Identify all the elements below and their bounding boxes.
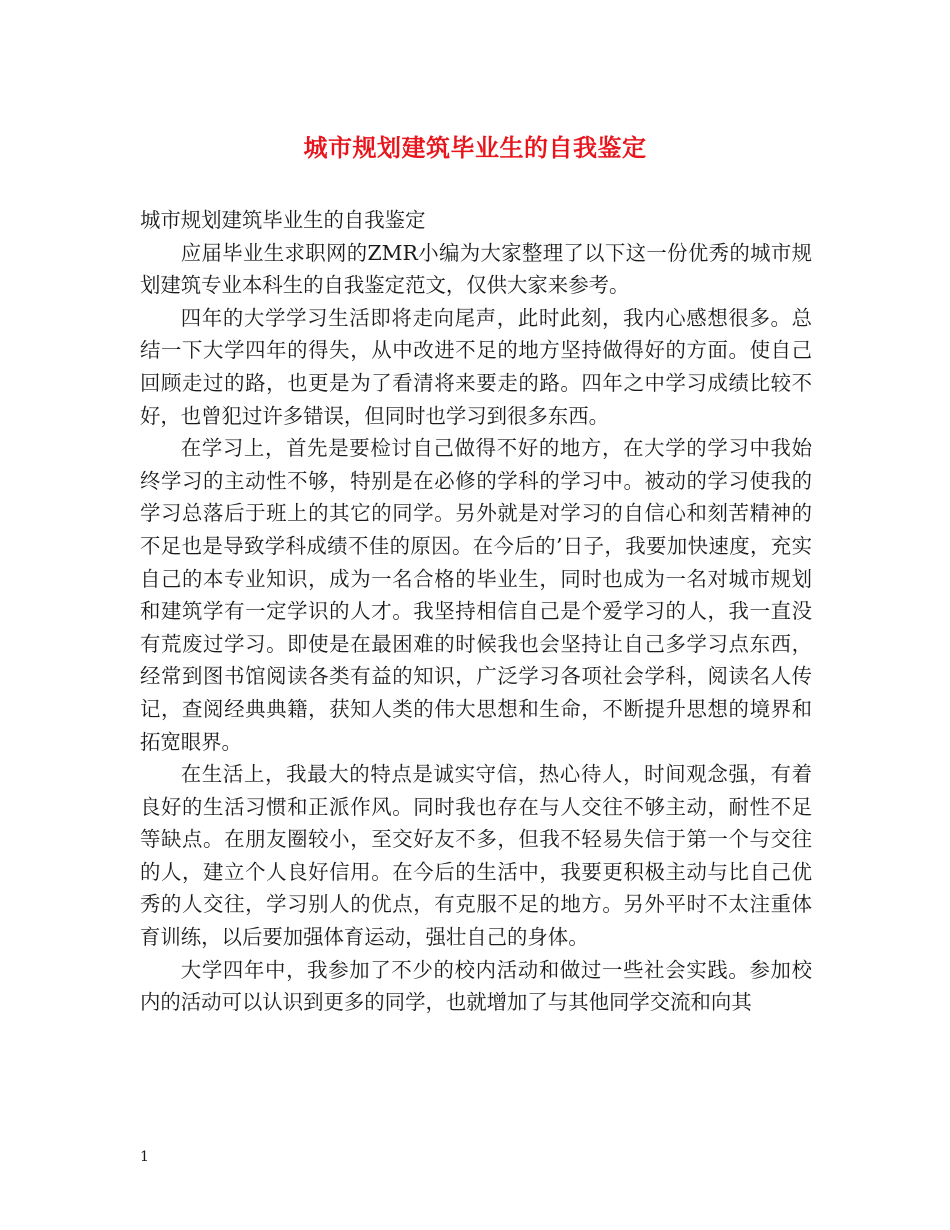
document-title: 城市规划建筑毕业生的自我鉴定 <box>303 133 647 162</box>
paragraph-study: 在学习上，首先是要检讨自己做得不好的地方，在大学的学习中我始终学习的主动性不够，特别是在必修的学科的学习中。被动的学习使我的学习总落后于班上的其它的同学。另外就是对学习的自信心和刻苦精神的不足也是导致学科成绩不佳的原因。在今后的’日子，我要加快速度，充实自己的本专业知识，成为一名合格的毕业生，同时也成为一名对城市规划和建筑学有一定学识的人才。我坚持相信自己是个爱学习的人，我一直没有荒废过学习。即使是在最困难的时候我也会坚持让自己多学习点东西，经常到图书馆阅读各类有益的知识，广泛学习各项社会学科，阅读名人传记，查阅经典典籍，获知人类的伟大思想和生命，不断提升思想的境界和拓宽眼界。 <box>140 436 812 754</box>
paragraph-life: 在生活上，我最大的特点是诚实守信，热心待人，时间观念强，有着良好的生活习惯和正派作风。同时我也存在与人交往不够主动，耐性不足等缺点。在朋友圈较小，至交好友不多，但我不轻易失信于第一个与交往的人，建立个人良好信用。在今后的生活中，我要更积极主动与比自己优秀的人交往，学习别人的优点，有克服不足的地方。另外平时不太注重体育训练，以后要加强体育运动，强壮自己的身体。 <box>140 762 812 950</box>
paragraph-overview: 四年的大学学习生活即将走向尾声，此时此刻，我内心感想很多。总结一下大学四年的得失，从中改进不足的地方坚持做得好的方面。使自己回顾走过的路，也更是为了看清将来要走的路。四年之中学习成绩比较不好，也曾犯过许多错误，但同时也学习到很多东西。 <box>140 305 812 428</box>
paragraph-activities: 大学四年中，我参加了不少的校内活动和做过一些社会实践。参加校内的活动可以认识到更多的同学，也就增加了与其他同学交流和向其 <box>140 957 812 1015</box>
paragraph-intro: 应届毕业生求职网的ZMR小编为大家整理了以下这一份优秀的城市规划建筑专业本科生的自我鉴定范文，仅供大家来参考。 <box>140 240 812 298</box>
document-subtitle: 城市规划建筑毕业生的自我鉴定 <box>140 208 426 232</box>
page-number: 1 <box>140 1149 149 1165</box>
document-body <box>140 204 812 1019</box>
